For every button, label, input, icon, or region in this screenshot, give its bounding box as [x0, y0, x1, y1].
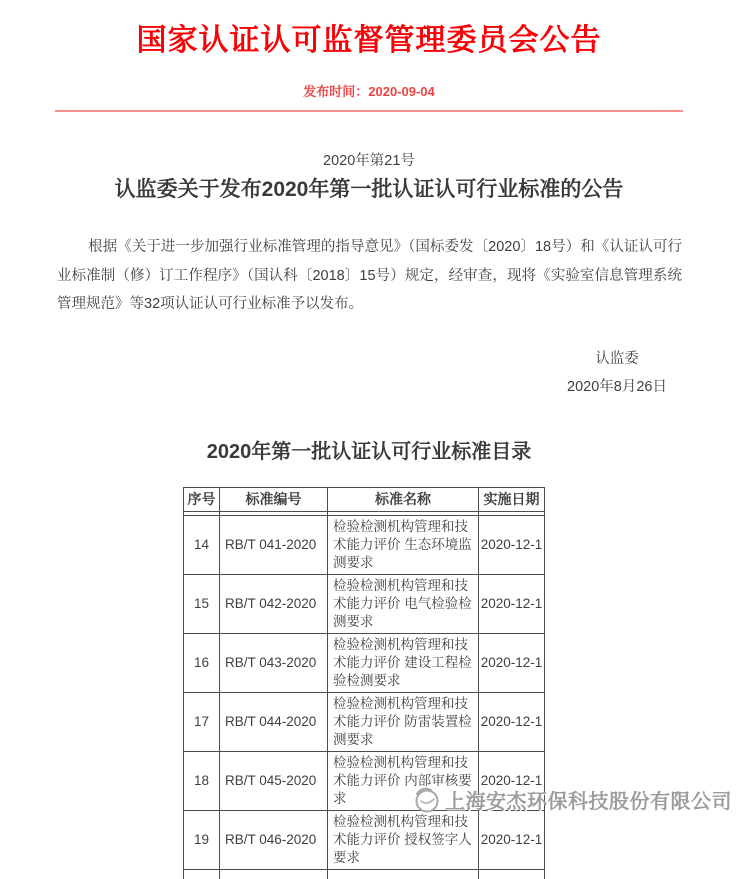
cell-date: 2020-12-1 — [479, 574, 545, 633]
cell-date: 2020-12-1 — [479, 515, 545, 574]
catalog-table-wrapper — [183, 487, 543, 879]
company-logo-icon — [414, 782, 442, 814]
masthead-title: 国家认证认可监督管理委员会公告 — [136, 24, 602, 57]
header-row — [184, 487, 545, 511]
col-header-name: 标准名称 — [328, 487, 479, 511]
announcement-page — [0, 24, 738, 865]
red-divider — [55, 110, 683, 112]
cell-name: 检验检测机构管理和技术能力评价 内部审核要求 — [328, 751, 479, 810]
cell-name: 检验检测机构管理和技术能力评价 生态环境监测要求 — [328, 515, 479, 574]
cell-code: RB/T 041-2020 — [220, 515, 328, 574]
cell-code: RB/T 044-2020 — [220, 692, 328, 751]
cell-no: 14 — [184, 515, 220, 574]
cell-code: RB/T 042-2020 — [220, 574, 328, 633]
cell-no: 18 — [184, 751, 220, 810]
standards-table-body — [184, 515, 545, 869]
cell-date: 2020-12-1 — [479, 633, 545, 692]
table-row — [184, 633, 545, 692]
cell-code: RB/T 046-2020 — [220, 810, 328, 869]
table-row — [184, 692, 545, 751]
cell-name: 检验检测机构管理和技术能力评价 建设工程检验检测要求 — [328, 633, 479, 692]
doc-number: 2020年第21号 — [323, 153, 415, 169]
publish-time: 发布时间：2020-09-04 — [303, 84, 435, 99]
cell-name: 检验检测机构管理和技术能力评价 电气检验检测要求 — [328, 574, 479, 633]
table-row — [184, 574, 545, 633]
cell-code: RB/T 045-2020 — [220, 751, 328, 810]
table-row — [184, 810, 545, 869]
cell-name: 检验检测机构管理和技术能力评价 授权签字人要求 — [328, 810, 479, 869]
col-header-no: 序号 — [184, 487, 220, 511]
cell-date: 2020-12-1 — [479, 810, 545, 869]
col-header-date: 实施日期 — [479, 487, 545, 511]
clipped-partial-row — [184, 869, 545, 879]
sign-date: 2020年8月26日 — [567, 378, 667, 395]
col-header-code: 标准编号 — [220, 487, 328, 511]
cell-code: RB/T 043-2020 — [220, 633, 328, 692]
cell-name: 检验检测机构管理和技术能力评价 防雷装置检测要求 — [328, 692, 479, 751]
signer: 认监委 — [595, 350, 639, 367]
cell-date: 2020-12-1 — [479, 692, 545, 751]
standards-table-head — [184, 487, 545, 515]
cell-no: 16 — [184, 633, 220, 692]
cell-no: 19 — [184, 810, 220, 869]
company-watermark — [414, 782, 732, 814]
notice-title: 认监委关于发布2020年第一批认证认可行业标准的公告 — [114, 178, 624, 201]
standards-table — [183, 487, 545, 879]
table-row — [184, 515, 545, 574]
company-name: 上海安杰环保科技股份有限公司 — [445, 791, 732, 813]
cell-no: 17 — [184, 692, 220, 751]
catalog-title: 2020年第一批认证认可行业标准目录 — [206, 440, 532, 463]
signature-block — [567, 345, 667, 401]
standards-table-foot — [184, 869, 545, 879]
cell-no: 15 — [184, 574, 220, 633]
notice-body: 根据《关于进一步加强行业标准管理的指导意见》（国标委发〔2020〕18号）和《认证认可行业标准制（修）订工作程序》（国认科〔2018〕15号）规定，经审查，现将《实验室信息管理系统管理规范》等32项认证认可行业标准予以发布。 — [57, 239, 682, 312]
cell-date: 2020-12-1 — [479, 751, 545, 810]
